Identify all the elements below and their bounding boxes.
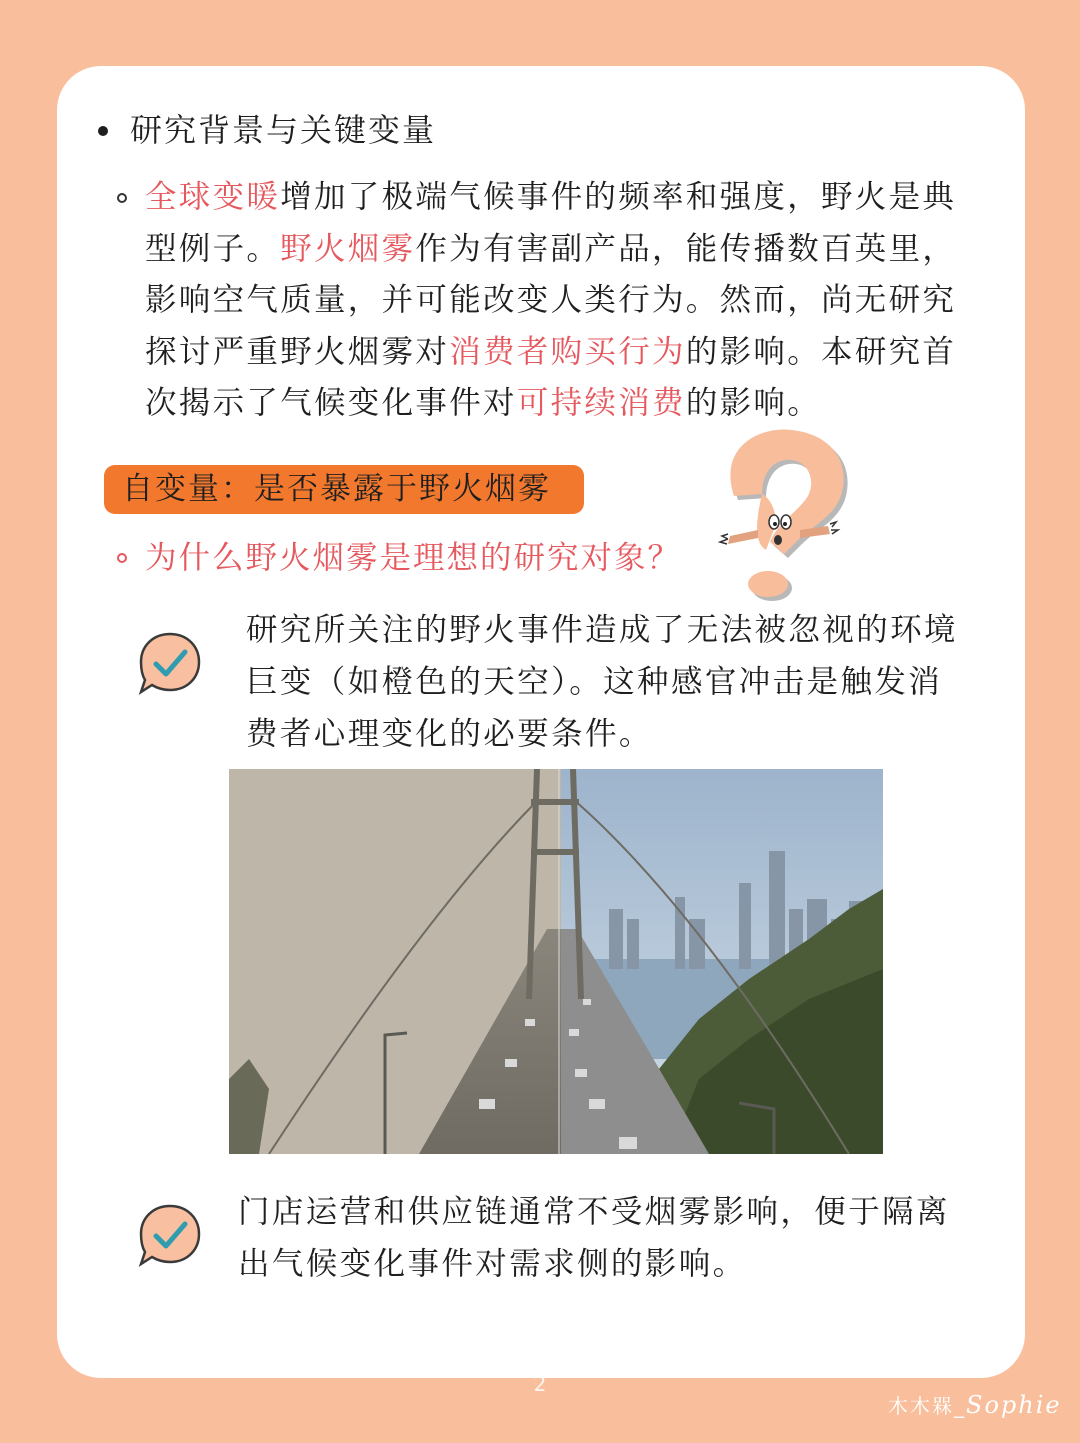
watermark xyxy=(888,1390,1062,1419)
paragraph-bullet xyxy=(117,193,127,203)
question-mark-mascot-icon xyxy=(700,418,860,608)
check-bubble-icon xyxy=(137,630,203,696)
highlight-sustainable-consumption: 可持续消费 xyxy=(516,385,686,421)
reason-text-2: 门店运营和供应链通常不受烟雾影响，便于隔离出气候变化事件对需求侧的影响。 xyxy=(238,1194,950,1282)
research-question: 为什么野火烟雾是理想的研究对象？ xyxy=(145,540,682,576)
paragraph-text: 作为有害副产品，能传播数百英里，影响空气质量，并可能改变人类行为。然而，尚无研究探讨严重野火烟雾对 xyxy=(145,230,957,370)
question-bullet xyxy=(117,553,127,563)
highlight-wildfire-smoke: 野火烟雾 xyxy=(280,230,416,267)
watermark-separator: _ xyxy=(954,1394,966,1418)
paragraph-text: 增加了极端气候事件的频率和强度，野火是典型例子。 xyxy=(145,179,957,267)
watermark-signature: Sophie xyxy=(966,1391,1062,1419)
heading-bullet xyxy=(98,126,108,136)
independent-variable-label: 自变量：是否暴露于野火烟雾 xyxy=(104,465,584,514)
check-bubble-icon xyxy=(137,1202,203,1268)
highlight-global-warming: 全球变暖 xyxy=(145,179,281,215)
watermark-name: 木木槑 xyxy=(888,1394,954,1418)
bay-bridge-smoke-comparison-photo xyxy=(229,769,883,1154)
paragraph-text: 的影响。 xyxy=(685,385,822,421)
background-paragraph xyxy=(145,172,965,430)
paragraph-text: 的影响。本研究首次揭示了气候变化事件对 xyxy=(145,333,957,421)
section-title: 研究背景与关键变量 xyxy=(130,111,437,149)
highlight-consumer-behavior: 消费者购买行为 xyxy=(449,333,686,370)
page-number: 2 xyxy=(533,1372,547,1396)
reason-text-1: 研究所关注的野火事件造成了无法被忽视的环境巨变（如橙色的天空）。这种感官冲击是触发消费者心理变化的必要条件。 xyxy=(246,612,958,752)
